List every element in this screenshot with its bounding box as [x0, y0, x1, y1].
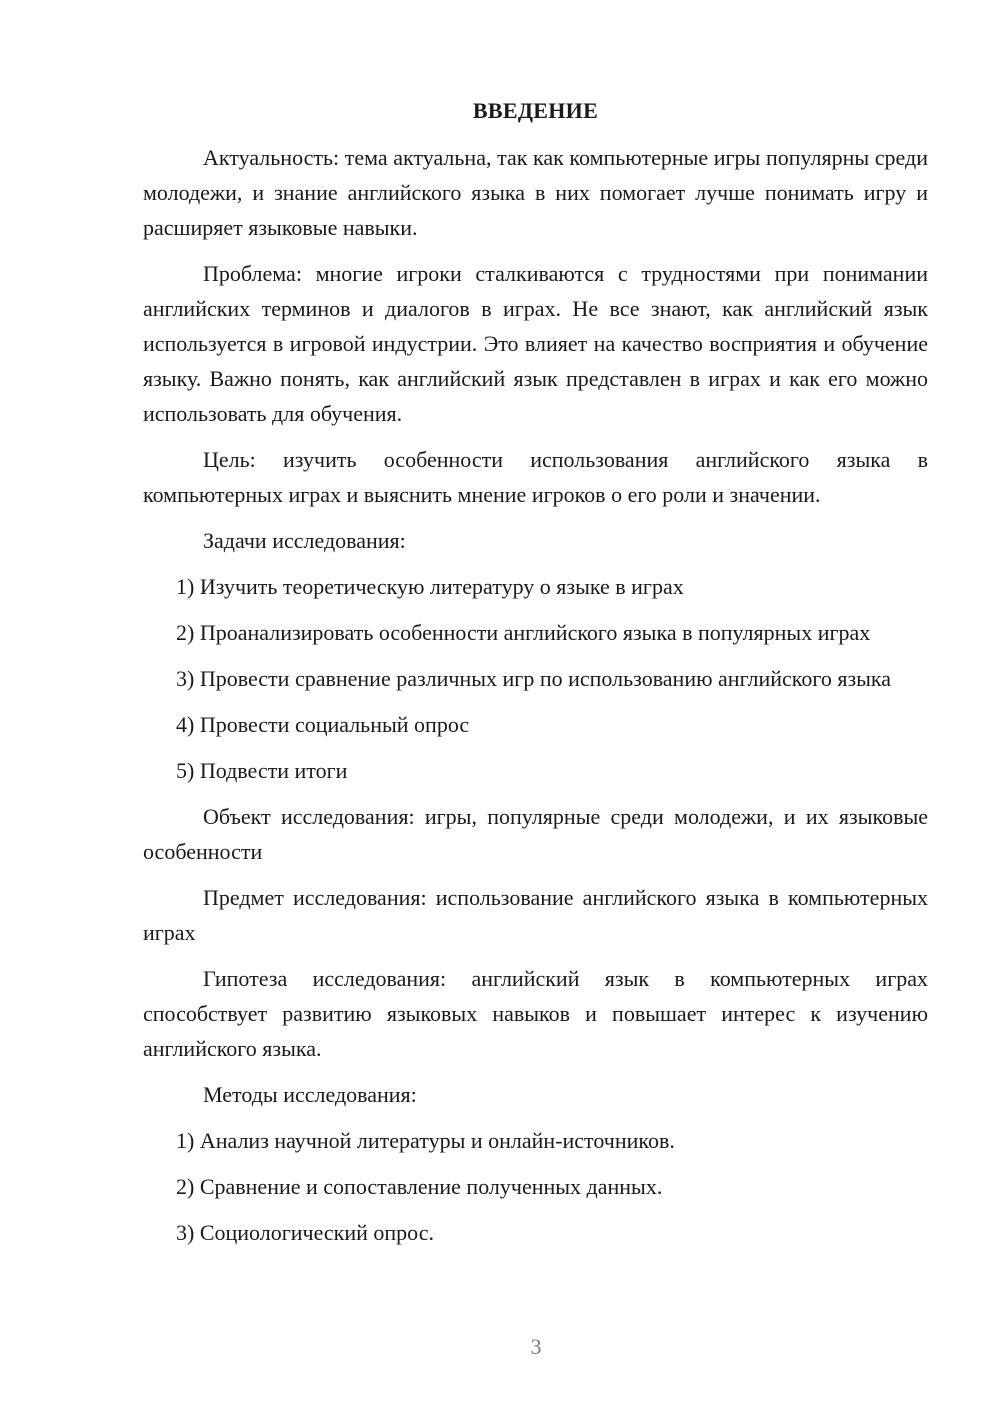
- task-item: 1) Изучить теоретическую литературу о языке в играх: [176, 574, 684, 599]
- task-item: 4) Провести социальный опрос: [176, 712, 470, 737]
- page-number: 3: [530, 1334, 542, 1359]
- task-item: 3) Провести сравнение различных игр по использованию английского языка: [176, 666, 892, 691]
- method-item: 1) Анализ научной литературы и онлайн-источников.: [176, 1128, 675, 1153]
- relevance-paragraph: Актуальность: тема актуальна, так как компьютерные игры популярны среди молодежи, и знание английского языка в них помогает лучше понимать игру и расширяет языковые навыки.: [143, 145, 928, 240]
- object-paragraph: Объект исследования: игры, популярные среди молодежи, и их языковые особенности: [143, 804, 928, 864]
- tasks-heading: Задачи исследования:: [203, 528, 406, 553]
- subject-paragraph: Предмет исследования: использование английского языка в компьютерных играх: [143, 885, 928, 945]
- problem-paragraph: Проблема: многие игроки сталкиваются с трудностями при понимании английских терминов и диалогов в играх. Не все знают, как английский язык используется в игровой индустрии. Это влияет на качество восприятия и обучение языку. Важно понять, как английский язык представлен в играх и как его можно использовать для обучения.: [143, 261, 928, 426]
- goal-paragraph: Цель: изучить особенности использования английского языка в компьютерных играх и выяснить мнение игроков о его роли и значении.: [143, 447, 928, 507]
- method-item: 2) Сравнение и сопоставление полученных данных.: [176, 1174, 663, 1199]
- page-title: ВВЕДЕНИЕ: [472, 98, 599, 123]
- document-body: [143, 95, 928, 1261]
- task-item: 2) Проанализировать особенности английского языка в популярных играх: [176, 620, 871, 645]
- task-item: 5) Подвести итоги: [176, 758, 348, 783]
- method-item: 3) Социологический опрос.: [176, 1220, 434, 1245]
- methods-heading: Методы исследования:: [203, 1082, 417, 1107]
- hypothesis-paragraph: Гипотеза исследования: английский язык в компьютерных играх способствует развитию языковых навыков и повышает интерес к изучению английского языка.: [143, 966, 928, 1061]
